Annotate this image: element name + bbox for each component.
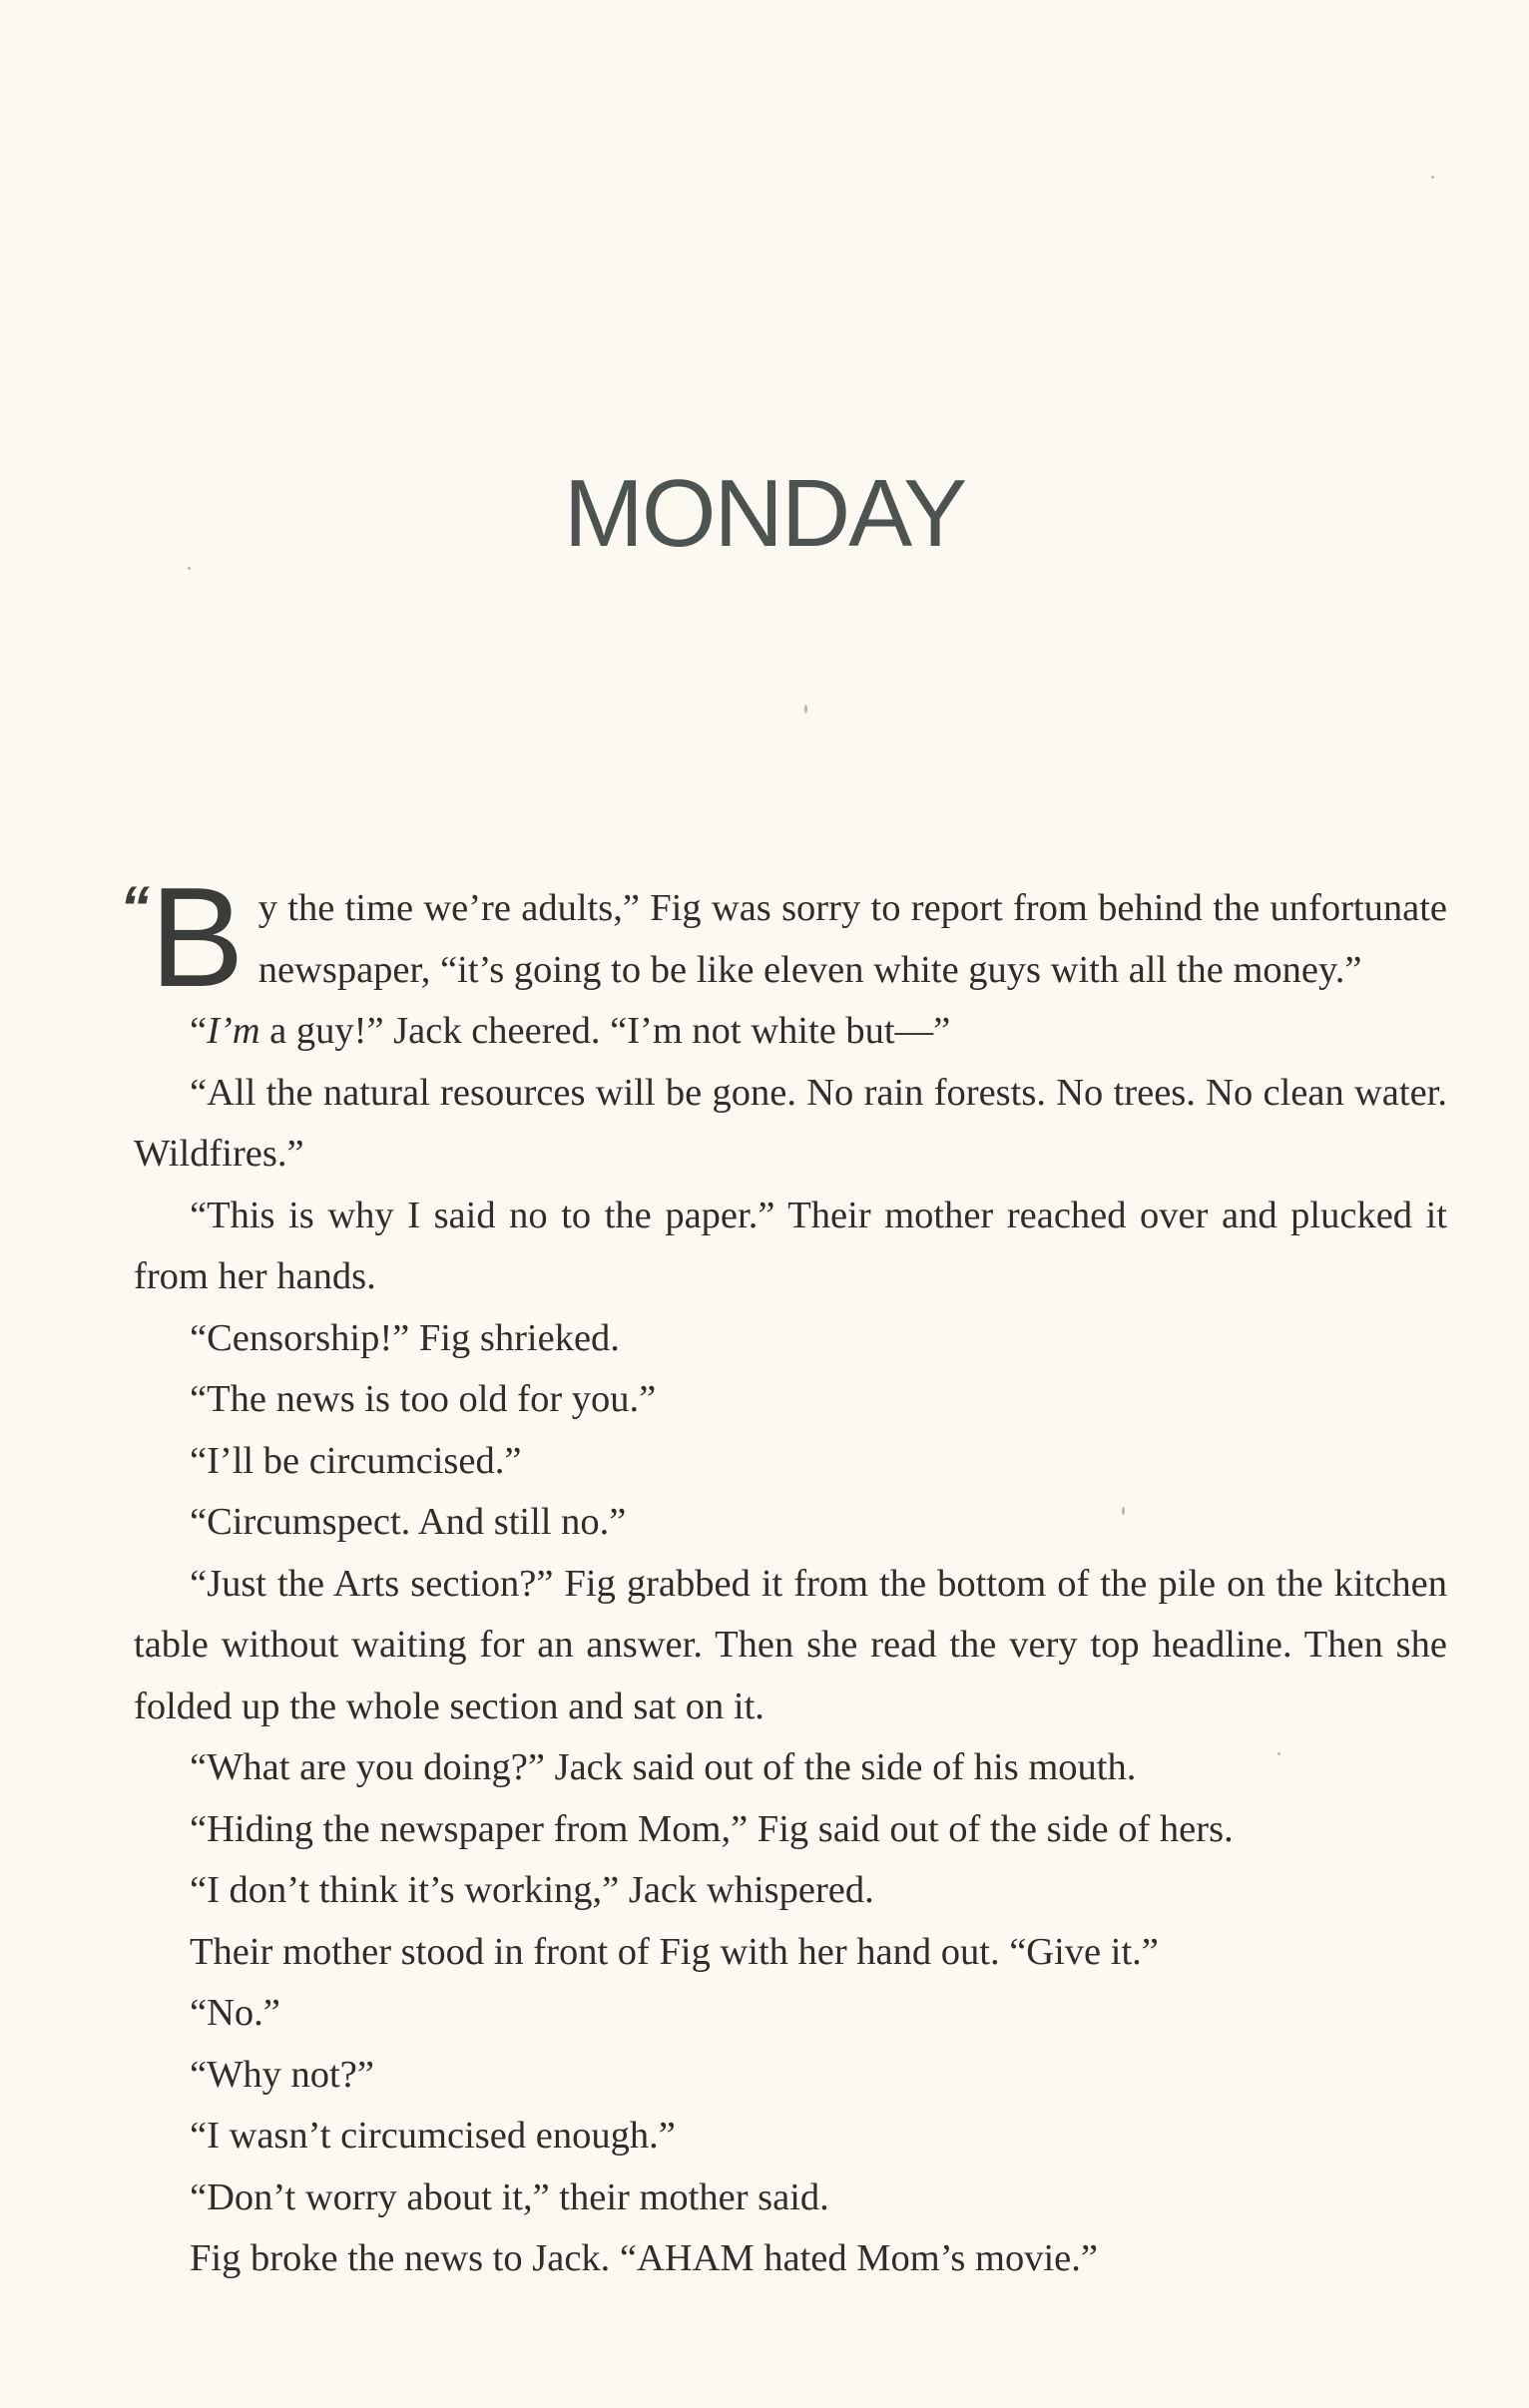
paper-speck bbox=[188, 567, 191, 570]
paragraph: “I’ll be circumcised.” bbox=[190, 1439, 522, 1482]
paragraph: “All the natural resources will be gone. No rain forests. No trees. No clean water. Wildfires.” bbox=[134, 1071, 1447, 1175]
paper-speck bbox=[804, 705, 807, 714]
opening-paragraph-text: y the time we’re adults,” Fig was sorry to report from behind the unfortunate newspaper, “it’s going to be like eleven white guys with all the money.” bbox=[257, 887, 1447, 991]
paragraph: “Don’t worry about it,” their mother said. bbox=[190, 2175, 829, 2218]
opening-paragraph bbox=[120, 858, 1447, 1017]
paragraph: Their mother stood in front of Fig with her hand out. “Give it.” bbox=[190, 1930, 1159, 1973]
paper-speck bbox=[1431, 176, 1434, 179]
paper-speck bbox=[1122, 1507, 1125, 1515]
paragraph: “Hiding the newspaper from Mom,” Fig said out of the side of hers. bbox=[190, 1807, 1234, 1850]
opening-quote-mark: “ bbox=[120, 874, 146, 941]
paragraph: “Just the Arts section?” Fig grabbed it from the bottom of the pile on the kitchen table without waiting for an answer. Then she read the very top headline. Then she folded up the whole section and sat on it. bbox=[134, 1562, 1447, 1727]
paragraph bbox=[134, 1001, 1447, 1063]
paragraph: “I wasn’t circumcised enough.” bbox=[190, 2115, 676, 2157]
paragraph: “Why not?” bbox=[190, 2053, 374, 2096]
paragraph-text: “ bbox=[190, 1010, 208, 1052]
chapter-body bbox=[120, 858, 1447, 2290]
paragraph: “Circumspect. And still no.” bbox=[190, 1501, 627, 1543]
chapter-title: MONDAY bbox=[563, 460, 966, 567]
paragraph: Fig broke the news to Jack. “AHAM hated Mom’s movie.” bbox=[190, 2237, 1098, 2279]
paragraph: “Censorship!” Fig shrieked. bbox=[190, 1316, 620, 1359]
drop-cap: B bbox=[150, 858, 245, 1017]
paper-speck bbox=[1277, 1752, 1280, 1755]
paragraph: “The news is too old for you.” bbox=[190, 1378, 657, 1420]
paragraph: “No.” bbox=[190, 1992, 280, 2034]
paragraph-text: a guy!” Jack cheered. “I’m not white but—” bbox=[259, 1010, 951, 1052]
paragraph: “What are you doing?” Jack said out of the side of his mouth. bbox=[190, 1746, 1137, 1788]
emphasis-text: I’m bbox=[207, 1010, 260, 1052]
paragraph: “I don’t think it’s working,” Jack whispered. bbox=[190, 1869, 874, 1911]
paragraph: “This is why I said no to the paper.” Their mother reached over and plucked it from her hands. bbox=[134, 1194, 1447, 1297]
